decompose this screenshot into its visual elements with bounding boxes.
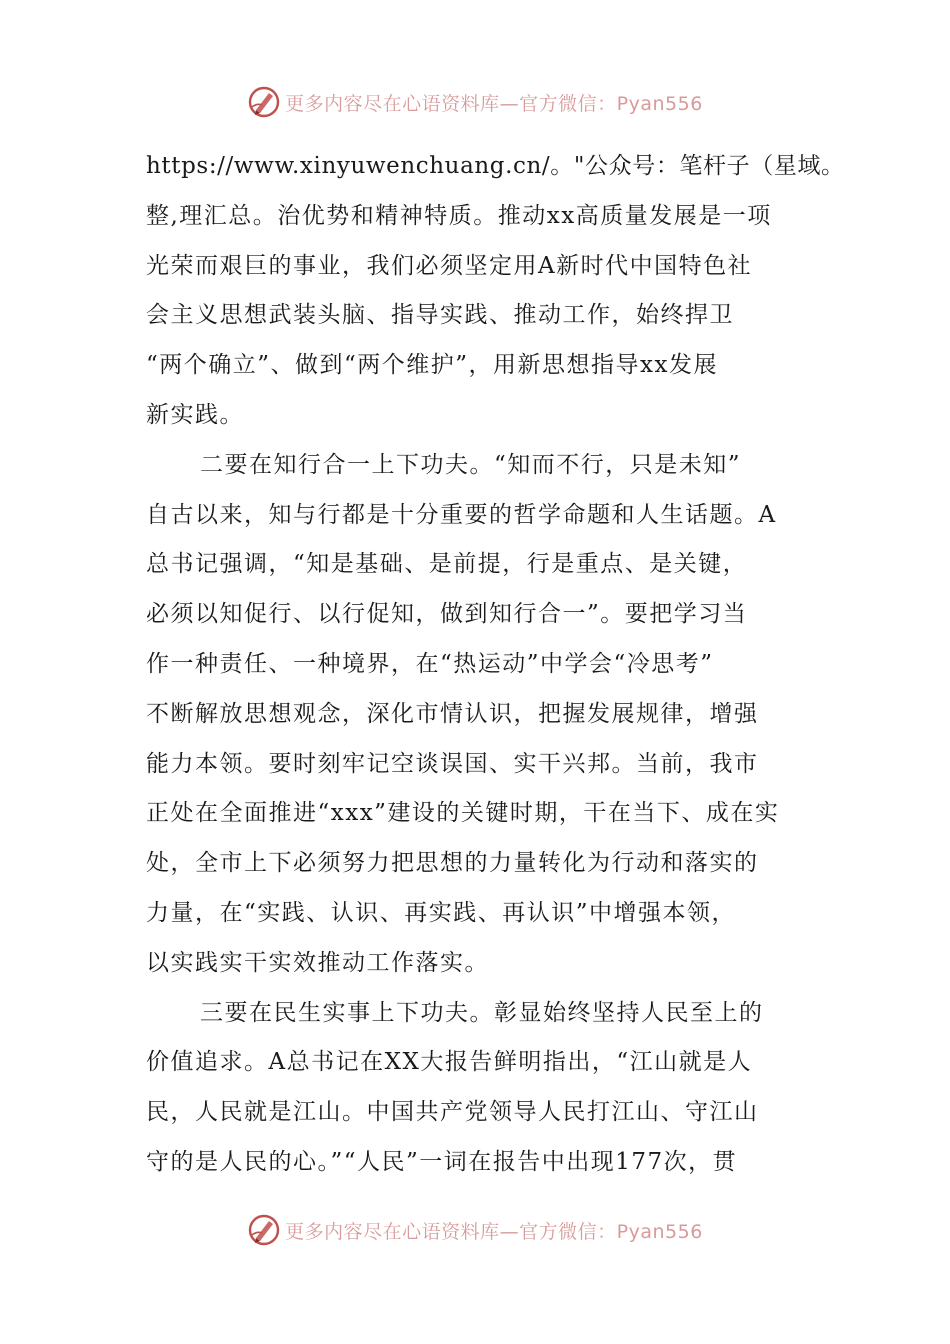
text-line: 总书记强调，“知是基础、是前提，行是重点、是关键， [146,551,748,578]
footer-banner-text: 更多内容尽在心语资料库—官方微信：Pyan556 [285,1220,703,1243]
text-line: 三要在民生实事上下功夫。彰显始终坚持人民至上的 [200,999,764,1026]
text-line: 二要在知行合一上下功夫。“知而不行，只是未知” [200,451,742,478]
text-line: 必须以知促行、以行促知，做到知行合一”。要把学习当 [146,601,748,628]
paragraph [146,441,826,989]
paragraph [146,142,845,441]
text-line: “两个确立”、做到“两个维护”，用新思想指导xx发展 [146,352,718,379]
text-line: https://www.xinyuwenchuang.cn/。"公众号：笔杆子（星域。 [146,153,845,179]
text-line: 能力本领。要时刻牢记空谈误国、实干兴邦。当前，我市 [146,750,759,777]
text-line: 自古以来，知与行都是十分重要的哲学命题和人生话题。A [146,501,777,528]
text-line: 正处在全面推进“xxx”建设的关键时期，干在当下、成在实 [146,800,780,827]
footer-banner [0,1208,950,1252]
text-line: 处，全市上下必须努力把思想的力量转化为行动和落实的 [146,850,759,877]
text-line: 整,理汇总。治优势和精神特质。推动xx高质量发展是一项 [146,202,772,229]
pen-logo-icon [247,85,281,119]
text-line: 守的是人民的心。”“人民”一词在报告中出现177次，贯 [146,1148,738,1175]
text-line: 光荣而艰巨的事业，我们必须坚定用A新时代中国特色社 [146,252,753,279]
document-body [146,142,845,1188]
paragraph [146,989,826,1188]
pen-logo-icon [247,1213,281,1247]
text-line: 作一种责任、一种境界，在“热运动”中学会“冷思考” [146,650,714,677]
header-banner-text: 更多内容尽在心语资料库—官方微信：Pyan556 [285,92,703,115]
header-banner [0,80,950,124]
text-line: 力量，在“实践、认识、再实践、再认识”中增强本领， [146,899,737,926]
text-line: 民，人民就是江山。中国共产党领导人民打江山、守江山 [146,1099,759,1126]
text-line: 不断解放思想观念，深化市情认识，把握发展规律，增强 [146,700,759,727]
text-line: 以实践实干实效推动工作落实。 [146,949,489,976]
text-line: 新实践。 [146,401,244,428]
text-line: 价值追求。A总书记在XX大报告鲜明指出，“江山就是人 [146,1049,753,1076]
text-line: 会主义思想武装头脑、指导实践、推动工作，始终捍卫 [146,302,734,329]
